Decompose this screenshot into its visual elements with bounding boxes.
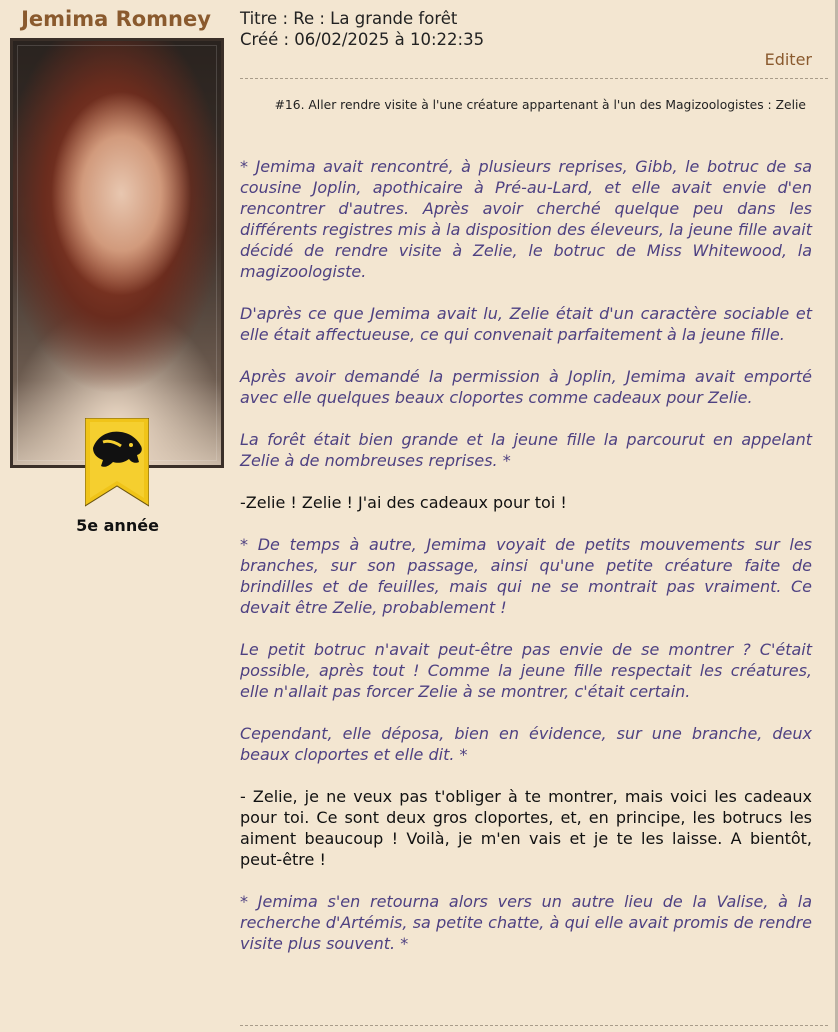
post-dialogue: - Zelie, je ne veux pas t'obliger à te montrer, mais voici les cadeaux pour toi. Ce sont deux gros cloportes, et, en principe, les botrucs les aiment beaucoup ! Voilà, je m'en vais et je te les laisse. A bientôt, peut-être !	[240, 787, 812, 869]
edit-link[interactable]: Editer	[764, 50, 812, 69]
post-paragraph: La forêt était bien grande et la jeune fille la parcourut en appelant Zelie à de nombreuses reprises. *	[240, 430, 812, 470]
topic-title: Titre : Re : La grande forêt	[240, 9, 458, 28]
author-avatar	[10, 38, 224, 468]
avatar-frame	[17, 45, 217, 461]
post-paragraph: D'après ce que Jemima avait lu, Zelie était d'un caractère sociable et elle était affectueuse, ce qui convenait parfaitement à la jeune fille.	[240, 304, 812, 344]
topic-meta	[240, 8, 484, 50]
header-divider	[240, 78, 828, 79]
post-paragraph: Le petit botruc n'avait peut-être pas envie de se montrer ? C'était possible, après tout ! Comme la jeune fille respectait les créatures, elle n'allait pas forcer Zelie à se montrer, c'était certain.	[240, 640, 812, 701]
post-paragraph: Après avoir demandé la permission à Joplin, Jemima avait emporté avec elle quelques beaux cloportes comme cadeaux pour Zelie.	[240, 367, 812, 407]
post-paragraph: Cependant, elle déposa, bien en évidence, sur une branche, deux beaux cloportes et elle dit. *	[240, 724, 812, 764]
post-subject: #16. Aller rendre visite à l'une créature appartenant à l'un des Magizoologistes : Zelie	[274, 98, 806, 112]
house-badge-badger-icon	[85, 418, 149, 508]
post-paragraph: * De temps à autre, Jemima voyait de petits mouvements sur les branches, sur son passage, ainsi qu'une petite créature faite de brindilles et de feuilles, mais qui ne se montrait pas vraiment. Ce devait être Zelie, probablement !	[240, 535, 812, 617]
author-name[interactable]: Jemima Romney	[21, 7, 211, 31]
post-body	[240, 156, 812, 975]
post-paragraph: * Jemima s'en retourna alors vers un autre lieu de la Valise, à la recherche d'Artémis, sa petite chatte, à qui elle avait promis de rendre visite plus souvent. *	[240, 892, 812, 953]
author-rank: 5e année	[76, 516, 159, 535]
post-dialogue: -Zelie ! Zelie ! J'ai des cadeaux pour toi !	[240, 493, 567, 512]
created-date: Créé : 06/02/2025 à 10:22:35	[240, 30, 485, 49]
footer-divider	[240, 1025, 828, 1026]
author-sidebar	[0, 0, 232, 1032]
post-paragraph: * Jemima avait rencontré, à plusieurs reprises, Gibb, le botruc de sa cousine Joplin, apothicaire à Pré-au-Lard, et elle avait envie d'en rencontrer d'autres. Après avoir cherché quelque peu dans les différents registres mis à la disposition des éleveurs, la jeune fille avait décidé de rendre visite à Zelie, le botruc de Miss Whitewood, la magizoologiste.	[240, 157, 812, 281]
